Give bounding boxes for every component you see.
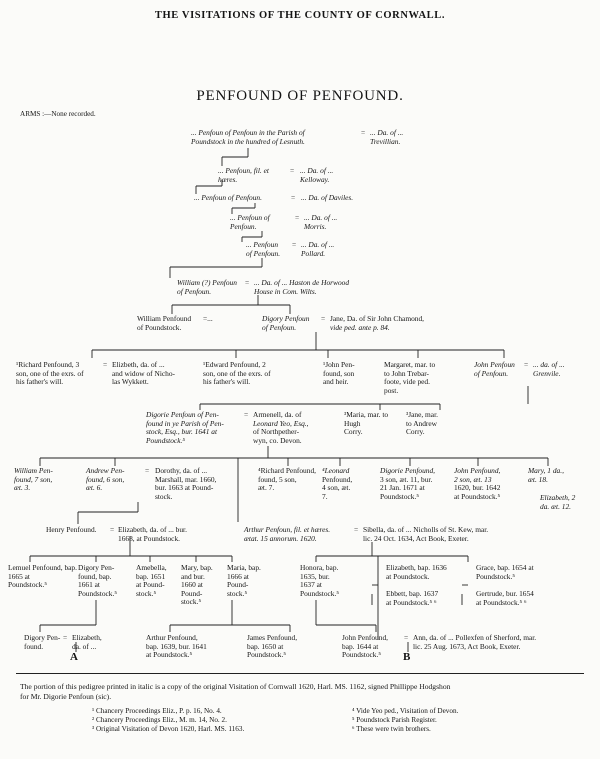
arms-note: ARMS :—None recorded. [20, 110, 96, 118]
gen3-marriage: = [291, 193, 296, 202]
gen8-marriage-2: = [524, 360, 529, 369]
marker-b: B [403, 651, 411, 663]
gen10-andrew: Andrew Pen- found, 6 son, æt. 6. [86, 466, 125, 493]
gen10-john: John Penfound, 2 son, æt. 13 1620, bur. 1642 at Poundstock.⁵ [454, 466, 501, 501]
gen10-william: William Pen- found, 7 son, æt. 3. [14, 466, 53, 493]
footer-note: The portion of this pedigree printed in italic is a copy of the original Visitation of Cornwall 1620, Harl. MS. 1162, signed Phillippe Hodgshon for Mr. Digorie Penfoun (sic). [20, 682, 451, 701]
gen1-person: ... Penfoun of Penfoun in the Parish of Poundstock in the hundred of Lesnuth. [191, 128, 305, 146]
gen3-wife: ... Da. of Daviles. [301, 193, 354, 202]
running-title: THE VISITATIONS OF THE COUNTY OF CORNWALL. [154, 10, 446, 21]
gen8-john-wife: ... da. of ... Grenvile. [533, 360, 565, 378]
gen5-wife: ... Da. of ... Pollard. [301, 240, 335, 258]
gen7-jane: Jane, Da. of Sir John Chamond, vide ped. ante p. 84. [330, 314, 425, 332]
page-title: PENFOUND OF PENFOUND. [196, 88, 404, 104]
gen9-digorie: Digorie Penfoun of Pen- found in ye Parish of Pen- stock, Esq., bur. 1641 at Poundstock.⁵ [146, 410, 224, 445]
gen10-digorie: Digorie Penfound, 3 son, æt. 11, bur. 21 Jan. 1671 at Poundstock.⁵ [380, 466, 436, 501]
gen4-person: ... Penfoun of Penfoun. [230, 213, 270, 231]
gen12-gertrude: Gertrude, bur. 1654 at Poundstock.⁵ ⁶ [476, 589, 534, 607]
gen11-sibella: Sibella, da. of ... Nicholls of St. Kew, mar. lic. 24 Oct. 1634, Act Book, Exeter. [363, 525, 489, 543]
gen9-maria: ³Maria, mar. to Hugh Corry. [344, 410, 389, 437]
footnotes-left: ¹ Chancery Proceedings Eliz., P. p. 16, No. 4. ² Chancery Proceedings Eliz., M. m. 14, No. 2. ³ Original Visitation of Devon 1620, Harl. MS. 1163. [92, 707, 245, 734]
gen8-john: ¹John Pen- found, son and heir. [323, 360, 355, 387]
gen10-leonard: ⁴Leonard Penfound, 4 son, æt. 7. [322, 466, 353, 501]
footnotes-right: ⁴ Vide Yeo ped., Visitation of Devon. ⁵ Poundstock Parish Register. ⁶ These were twin brothers. [352, 707, 459, 734]
gen10-elizabeth: Elizabeth, 2 da. æt. 12. [540, 493, 576, 511]
gen13-digory: Digory Pen- found. [24, 633, 61, 651]
footer-rule [16, 673, 584, 674]
gen12-elizabeth: Elizabeth, bap. 1636 at Poundstock. [386, 563, 447, 581]
gen13-ann: Ann, da. of ... Pollexfen of Sherford, mar. lic. 25 Aug. 1673, Act Book, Exeter. [413, 633, 537, 651]
gen4-marriage: = [295, 213, 300, 222]
gen2-marriage: = [290, 166, 295, 175]
gen13-john: John Penfound, bap. 1644 at Poundstock.⁵ [342, 633, 388, 660]
gen11-arthur: Arthur Penfoun, fil. et hæres. ætat. 15 annorum. 1620. [244, 525, 331, 543]
gen8-elizabeth: Elizbeth, da. of ... and widow of Nicho- las Wykkett. [112, 360, 176, 387]
gen12-lemuel: Lemuel Penfound, bap. 1665 at Poundstock.⁵ [8, 563, 77, 590]
gen6-marriage: = [245, 278, 250, 287]
gen6-wife: ... Da. of ... Haston de Horwood House in Com. Wilts. [254, 278, 350, 296]
gen10-mary: Mary, 1 da., æt. 18. [528, 466, 564, 484]
gen8-richard: ¹Richard Penfound, 3 son, one of the exrs. of his father's will. [16, 360, 84, 387]
gen12-mary: Mary, bap. and bur. 1660 at Pound- stock.⁵ [181, 563, 213, 607]
gen12-ebbett: Ebbett, bap. 1637 at Poundstock.⁵ ⁶ [386, 589, 439, 607]
gen9-armenell: Armenell, da. of Leonard Yeo, Esq., of Northpether- wyn, co. Devon. [253, 410, 309, 445]
gen5-person: ... Penfoun of Penfoun. [246, 240, 281, 258]
gen8-edward: ¹Edward Penfound, 2 son, one of the exrs. of his father's will. [203, 360, 271, 387]
gen7-marriage: = [321, 314, 326, 323]
gen6-person: William (?) Penfoun of Penfoun. [177, 278, 237, 296]
gen4-wife: ... Da. of ... Morris. [304, 213, 338, 231]
gen9-marriage: = [244, 410, 249, 419]
gen7-william: William Penfound of Poundstock. [137, 314, 192, 332]
marker-a: A [70, 651, 78, 663]
gen5-marriage: = [292, 240, 297, 249]
gen13-arthur: Arthur Penfound, bap. 1639, bur. 1641 at Poundstock.⁵ [146, 633, 207, 660]
gen12-digory: Digory Pen- found, bap. 1661 at Poundstock.⁵ [78, 563, 117, 598]
gen8-john-penfoun: John Penfoun of Penfoun. [474, 360, 515, 378]
gen9-jane: ³Jane, mar. to Andrew Corry. [406, 410, 438, 437]
gen3-person: ... Penfoun of Penfoun. [194, 193, 262, 202]
gen13-marriage-1: = [63, 633, 68, 642]
gen13-marriage-2: = [404, 633, 409, 642]
gen1-marriage: = [361, 128, 366, 137]
gen10-dorothy: Dorothy, da. of ... Marshall, mar. 1660, bur. 1663 at Pound- stock. [155, 466, 217, 501]
gen2-person: ... Penfoun, fil. et hæres. [218, 166, 269, 184]
gen12-honora: Honora, bap. 1635, bur. 1637 at Poundstock.⁵ [300, 563, 339, 598]
gen11-elizabeth: Elizabeth, da. of ... bur. 1668, at Poundstock. [118, 525, 187, 543]
gen8-margaret: Margaret, mar. to to John Trebar- foote, vide ped. post. [384, 360, 436, 395]
gen11-henry: Henry Penfound. [46, 525, 97, 534]
gen7-william-wife: =... [203, 314, 213, 323]
gen11-marriage-1: = [110, 525, 115, 534]
gen1-wife: ... Da. of ... Trevillian. [370, 128, 404, 146]
gen12-maria: Maria, bap. 1666 at Pound- stock.⁵ [227, 563, 261, 598]
gen13-james: James Penfound, bap. 1650 at Poundstock.⁵ [247, 633, 298, 660]
gen10-richard: ⁴Richard Penfound, found, 5 son, æt. 7. [258, 466, 316, 493]
gen8-marriage-1: = [103, 360, 108, 369]
gen12-amebella: Amebella, bap. 1651 at Pound- stock.⁵ [136, 563, 167, 598]
gen2-wife: ... Da. of ... Kelloway. [300, 166, 334, 184]
gen13-elizabeth: Elizabeth, da. of ... [72, 633, 102, 651]
gen10-marriage: = [145, 466, 150, 475]
gen7-digory: Digory Penfoun of Penfoun. [262, 314, 310, 332]
gen11-marriage-2: = [354, 525, 359, 534]
gen12-grace: Grace, bap. 1654 at Poundstock.⁵ [476, 563, 534, 581]
